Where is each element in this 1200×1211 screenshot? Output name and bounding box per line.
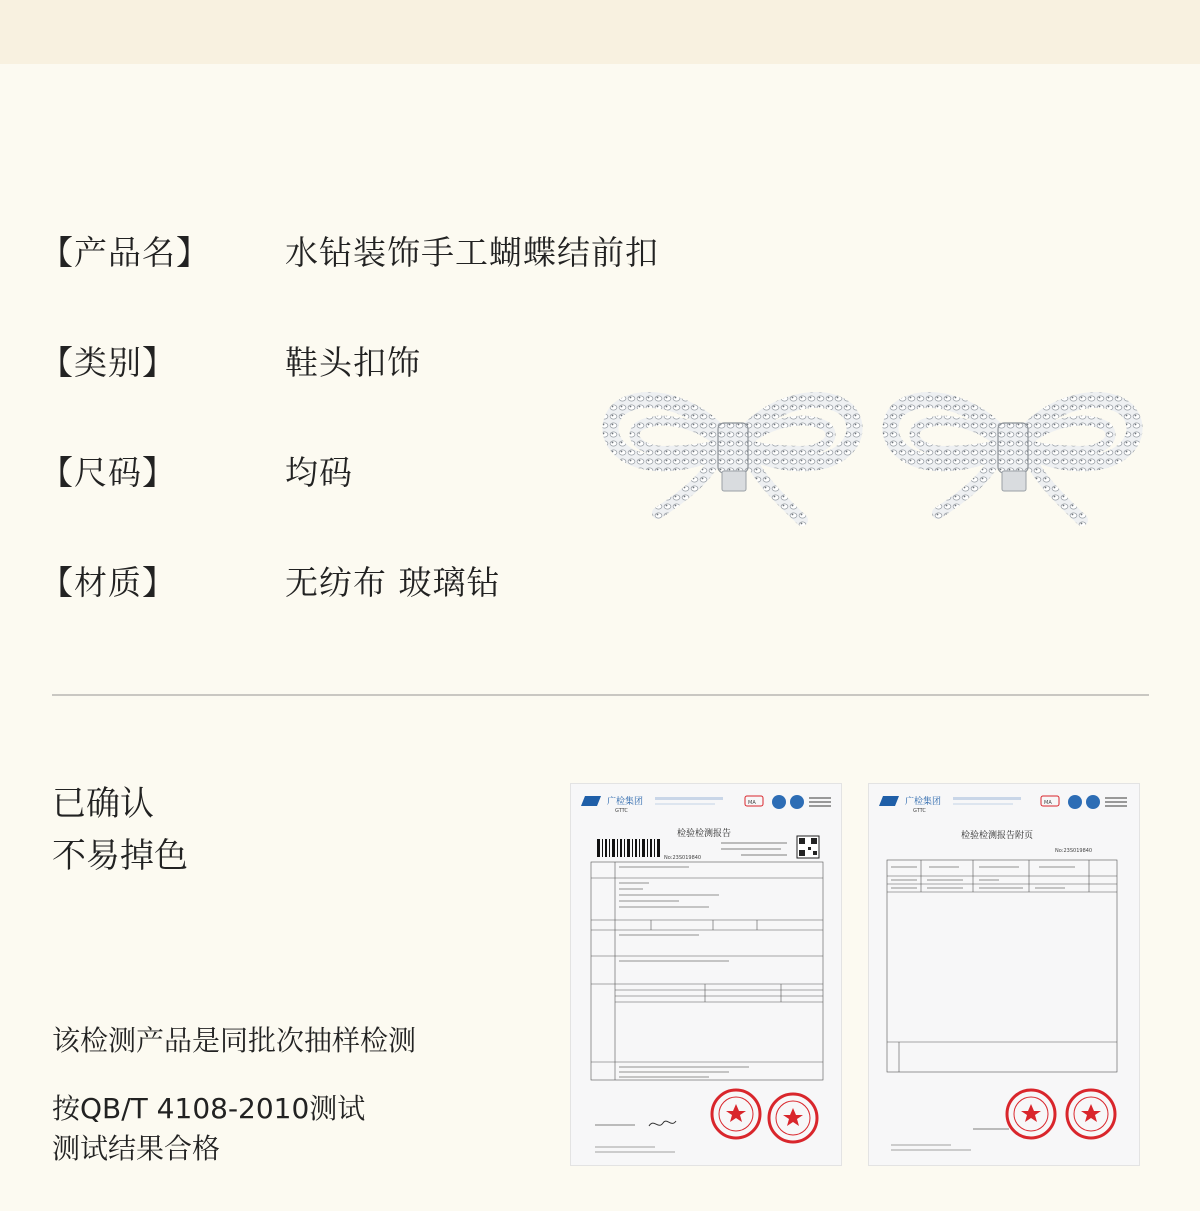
- gttc-logo-icon: [581, 796, 601, 806]
- product-image: [600, 385, 1150, 535]
- confirm-text: [52, 778, 188, 882]
- cnas-logo-icon: [1068, 795, 1100, 809]
- spec-label: 【尺码】: [40, 452, 176, 492]
- rhinestone-bow-icon: [890, 400, 1134, 520]
- test-report-appendix: [868, 783, 1140, 1166]
- signature-icon: [649, 1121, 676, 1126]
- report-title: 检验检测报告: [677, 829, 732, 839]
- red-seal-icon: [1007, 1090, 1055, 1138]
- cma-logo-icon: [1041, 796, 1059, 806]
- test-report-main: [570, 783, 842, 1166]
- spec-value: 水钻装饰手工蝴蝶结前扣: [285, 232, 659, 272]
- report-number: No:23S019840: [1055, 848, 1093, 854]
- red-seal-icon: [1067, 1090, 1115, 1138]
- spec-row-material: [40, 558, 501, 602]
- report-number: No:23S019840: [664, 855, 702, 861]
- confirm-line: 不易掉色: [52, 836, 188, 876]
- top-band: [0, 0, 1200, 64]
- spec-value: 鞋头扣饰: [285, 342, 421, 382]
- svg-text:MA: MA: [748, 800, 756, 806]
- report-brand: 广检集团: [607, 797, 644, 807]
- note-sampling: 该检测产品是同批次抽样检测: [52, 1024, 417, 1057]
- spec-value: 无纺布 玻璃钻: [285, 562, 501, 602]
- spec-row-category: [40, 338, 421, 382]
- report-brand-en: GTTC: [615, 808, 628, 814]
- confirm-line: 已确认: [52, 784, 154, 824]
- spec-label: 【产品名】: [40, 232, 210, 272]
- qr-code-icon: [797, 836, 819, 858]
- rhinestone-bow-icon: [610, 400, 854, 520]
- report-title: 检验检测报告附页: [961, 831, 1034, 841]
- gttc-logo-icon: [879, 796, 899, 806]
- red-seal-icon: [769, 1094, 817, 1142]
- cnas-logo-icon: [772, 795, 804, 809]
- note-result: 测试结果合格: [52, 1132, 221, 1165]
- spec-value: 均码: [285, 452, 353, 492]
- report-brand: 广检集团: [905, 797, 942, 807]
- report-brand-en: GTTC: [913, 808, 926, 814]
- spec-row-size: [40, 448, 353, 492]
- red-seal-icon: [712, 1090, 760, 1138]
- spec-label: 【材质】: [40, 562, 176, 602]
- section-divider: [52, 694, 1149, 696]
- barcode-icon: [597, 839, 660, 857]
- note-standard: 按QB/T 4108-2010测试: [52, 1092, 366, 1125]
- spec-label: 【类别】: [40, 342, 176, 382]
- spec-row-name: [40, 228, 659, 272]
- cma-logo-icon: [745, 796, 763, 806]
- svg-text:MA: MA: [1044, 800, 1052, 806]
